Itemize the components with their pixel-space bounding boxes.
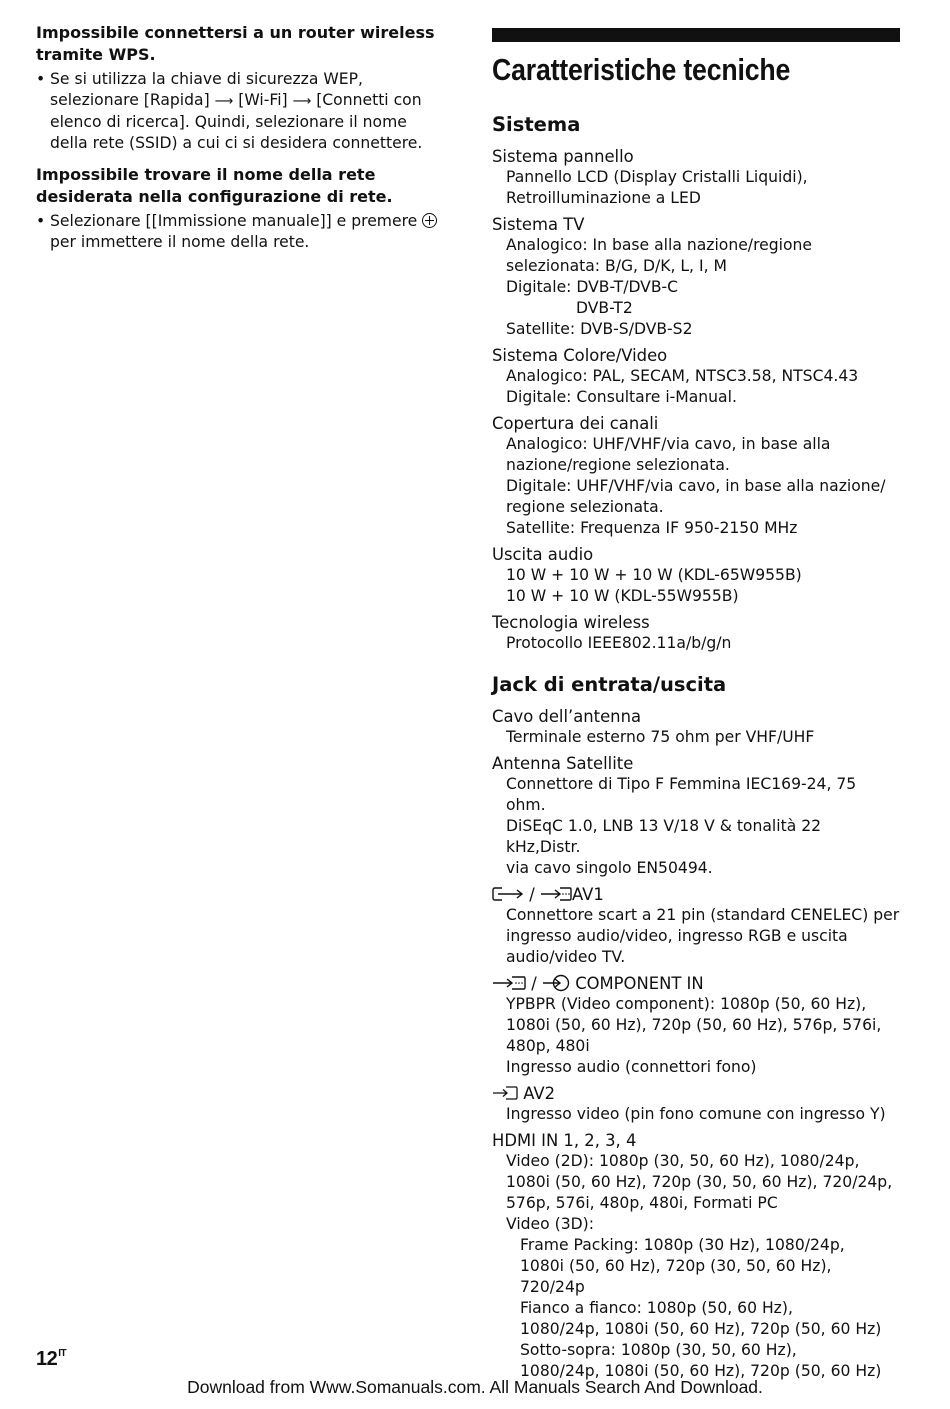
- language-code: IT: [58, 1348, 67, 1359]
- arrow-right-icon: ⟶: [292, 94, 312, 109]
- arrow-right-icon: ⟶: [214, 94, 234, 109]
- video-input-icon: [542, 974, 570, 992]
- wps-heading: Impossibile connettersi a un router wireless tramite WPS.: [36, 23, 435, 64]
- specifications-column: [492, 28, 900, 1382]
- sistema-heading: Sistema: [492, 113, 581, 136]
- scart-input-output-icon: [492, 885, 524, 903]
- network-name-heading: Impossibile trovare il nome della rete desiderata nella configurazione di rete.: [36, 165, 393, 206]
- page-title: Caratteristiche tecniche: [492, 52, 791, 87]
- spec-label: HDMI IN 1, 2, 3, 4: [492, 1131, 637, 1150]
- sistema-section: Sistema pannello Pannello LCD (Display Cristalli Liquidi), Retroilluminazione a LED Sistema TV Analogico: In base alla nazione/regione selezionata: B/G, D/K, L, I, M Digitale: DVB-T/DVB-C DVB-T2 Satellite: DVB-S/DVB-S2 Sistema Colore/Video Analogico: PAL, SECAM, NTSC3.58, NTSC4.43 Digitale: Consultare i-Manual. Copertura dei canali Analogico: UHF/VHF/via cavo, in base alla nazione/regione selezionata. Digitale: UHF/VHF/via cavo, in base alla nazione/ regione selezionata. Satellite: Frequenza IF 950-2150 MHz Uscita audio 10 W + 10 W + 10 W (KDL-65W955B) 10 W + 10 W (KDL-55W955B) Tecnologia wireless Protocollo IEEE802.11a/b/g/n: [492, 146, 900, 654]
- spec-label: Antenna Satellite: [492, 754, 634, 773]
- scart-input-icon: [540, 885, 572, 903]
- network-name-bullet: • Selezionare [[Immissione manuale]] e premere per immettere il nome della rete.: [36, 211, 446, 253]
- bullet-dot: •: [36, 70, 46, 88]
- spec-label: Uscita audio: [492, 545, 594, 564]
- jack-heading: Jack di entrata/uscita: [492, 673, 727, 696]
- enter-button-icon: [422, 213, 437, 228]
- bullet-dot: •: [36, 212, 46, 230]
- wps-bullet: • Se si utilizza la chiave di sicurezza WEP, selezionare [Rapida] ⟶ [Wi-Fi] ⟶ [Connetti con elenco di ricerca]. Quindi, selezionare il nome della rete (SSID) a cui ci si desidera connettere.: [36, 70, 423, 152]
- spec-label: Cavo dell’antenna: [492, 707, 641, 726]
- av2-label-row: AV2: [492, 1083, 900, 1104]
- av-input-icon: [492, 1084, 518, 1102]
- spec-label: Copertura dei canali: [492, 414, 659, 433]
- spec-label: Tecnologia wireless: [492, 613, 650, 632]
- jack-section: Cavo dell’antenna Terminale esterno 75 ohm per VHF/UHF Antenna Satellite Connettore di Tipo F Femmina IEC169-24, 75 ohm. DiSEqC 1.0, LNB 13 V/18 V & tonalità 22 kHz,Distr. via cavo singolo EN50494. / AV1 Connettore scart a 21 pin (standard CENELEC) per ingresso audio/video, ingresso RGB e uscita audio/video TV. / COMPONENT IN YPBPR (Video component): 1080p (50, 60 Hz), 1080i (50, 60 Hz), 720p (50, 60 Hz), 576p, 576i, 480p, 480i Ingresso audio (connettori fono) AV2 Ingresso video (pin fono comune con ingresso Y) HDMI IN 1, 2, 3, 4 Video (2D): 1080p (30, 50, 60 Hz), 1080/24p, 1080i (50, 60 Hz), 720p (30, 50, 60 Hz), 720/24p, 576p, 576i, 480p, 480i, Formati PC Video (3D): Frame Packing: 1080p (30 Hz), 1080/24p, 1080i (50, 60 Hz), 720p (30, 50, 60 Hz), 720/24p Fianco a fianco: 1080p (50, 60 Hz), 1080/24p, 1080i (50, 60 Hz), 720p (50, 60 Hz) Sotto-sopra: 1080p (30, 50, 60 Hz), 1080/24p, 1080i (50, 60 Hz), 720p (50, 60 Hz): [492, 707, 900, 1380]
- page-number: $12^{IT}$: [36, 1348, 67, 1370]
- download-footer: Download from Www.Somanuals.com. All Manuals Search And Download.: [187, 1377, 763, 1397]
- spec-label: Sistema TV: [492, 215, 585, 234]
- troubleshooting-column: [36, 22, 446, 263]
- component-input-icon: [492, 974, 526, 992]
- component-label-row: / COMPONENT IN: [492, 973, 900, 994]
- av1-label-row: / AV1: [492, 884, 900, 905]
- spec-label: Sistema pannello: [492, 147, 634, 166]
- spec-label: Sistema Colore/Video: [492, 346, 668, 365]
- title-rule: [492, 28, 900, 42]
